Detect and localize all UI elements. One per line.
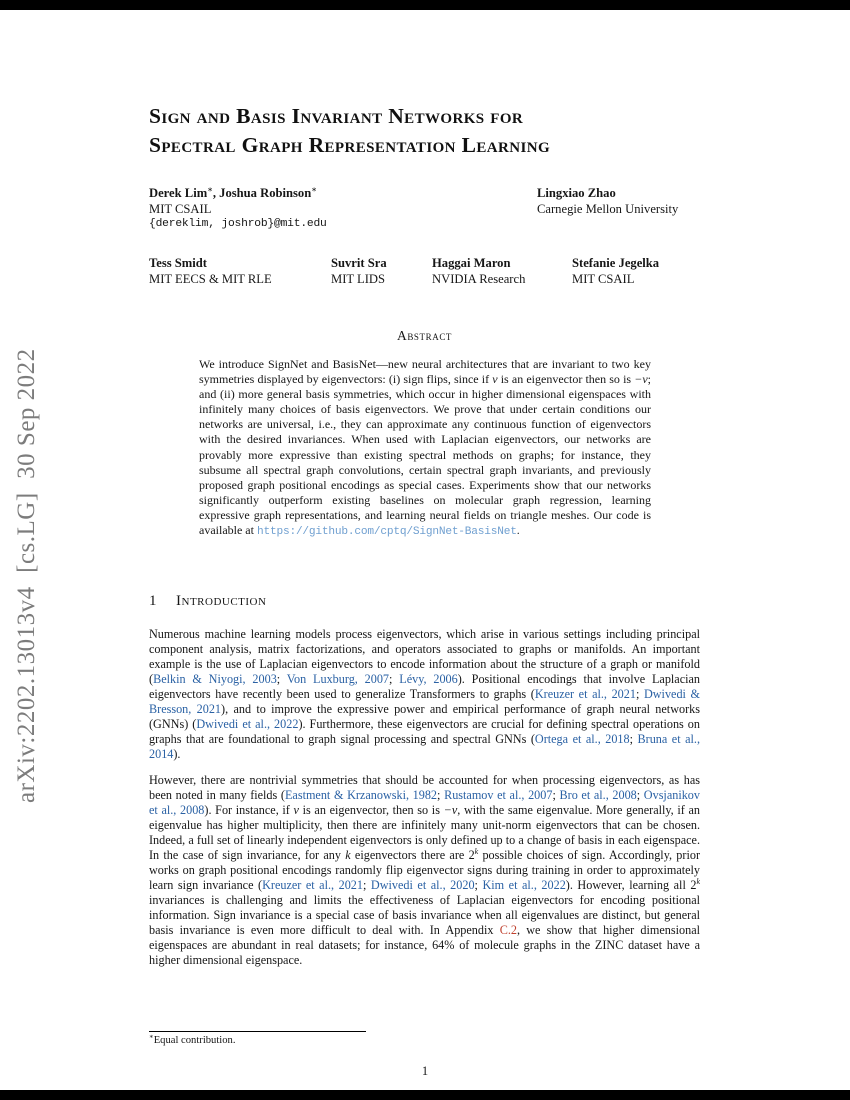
appendix-ref-link[interactable]: C.2 (499, 923, 517, 937)
author-affiliation: MIT LIDS (331, 271, 385, 286)
section-number: 1 (149, 593, 157, 609)
citation-link[interactable]: Dwivedi et al., 2020 (370, 878, 475, 892)
citation-link[interactable]: Kim et al., 2022 (482, 878, 566, 892)
citation-link[interactable]: Dwivedi & Bresson, 2021 (149, 687, 700, 716)
text-run: , with the same eigenvalue. More generally, if an eigenvalue has higher multiplicity, then there are infinitely many unit-norm eigenvectors that can be chosen. Indeed, a full set of linearly independent eigenvectors is only defined up to a change of basis in each eigenspace. In the case of sign invariance, for any (149, 803, 700, 862)
text-run: ; (635, 687, 644, 701)
author-group-jegelka (572, 256, 700, 287)
text-run: is an eigenvector, then so is (298, 803, 444, 817)
author-names: Lingxiao Zhao (537, 186, 616, 200)
text-run: ). For instance, if (204, 803, 294, 817)
top-black-bar (0, 0, 850, 10)
math-var: −v (634, 372, 648, 387)
section-title: Introduction (176, 593, 267, 609)
superscript: ∗ (311, 184, 317, 194)
text-run: possible choices of sign. Accordingly, prior works on graph positional encodings randomly flip eigenvector signs during training in order to approximately learn sign invariance ( (149, 848, 700, 892)
math-var: v (492, 372, 498, 387)
citation-link[interactable]: Kreuzer et al., 2021 (262, 878, 363, 892)
citation-link[interactable]: Eastment & Krzanowski, 1982 (284, 788, 438, 802)
text-run: We introduce SignNet and BasisNet—new neural architectures that are invariant to two key symmetries displayed by eigenvectors: (i) sign flips, since if (199, 357, 651, 387)
text-run: Numerous machine learning models process eigenvectors, which arise in various settings including principal component analysis, matrix factorizations, and operators associated to graphs or manifolds. An important example is the use of Laplacian eigenvectors to encode information about the structure of a graph or manifold ( (149, 627, 700, 686)
text-run: ), and to improve the expressive power and empirical performance of graph neural networks (GNNs) ( (149, 702, 700, 731)
paper-title (149, 102, 709, 159)
text-run: . (516, 523, 520, 538)
author-names: Haggai Maron (432, 256, 511, 270)
abstract-heading: Abstract (396, 328, 453, 343)
author-affiliation: MIT CSAIL (149, 201, 212, 216)
footnote-text (149, 1035, 700, 1046)
citation-link[interactable]: Bro et al., 2008 (559, 788, 637, 802)
text-run: Derek Lim (149, 186, 208, 200)
author-group-smidt (149, 256, 331, 287)
author-affiliation: Carnegie Mellon University (537, 201, 679, 216)
math-var: −v (443, 803, 458, 817)
abstract-text (199, 357, 651, 540)
text-run: ). (173, 747, 181, 761)
text-run: ; (362, 878, 371, 892)
citation-link[interactable]: Belkin & Niyogi, 2003 (153, 672, 277, 686)
citation-link[interactable]: Bruna et al., 2014 (149, 732, 700, 761)
author-names (149, 186, 537, 202)
author-email: {dereklim, joshrob}@mit.edu (149, 218, 327, 231)
author-names: Tess Smidt (149, 256, 207, 270)
text-run: is an eigenvector then so is (497, 372, 635, 387)
math-var: v (293, 803, 299, 817)
superscript: ∗ (207, 184, 213, 194)
text-run: , we show that higher dimensional eigenspaces are abundant in real datasets; for instance, 64% of molecule graphs in the ZINC dataset have a higher dimensional eigenspace. (149, 923, 700, 967)
citation-link[interactable]: Kreuzer et al., 2021 (534, 687, 636, 701)
math-var: k (345, 848, 351, 862)
author-group-maron (432, 256, 572, 287)
text-run: eigenvectors there are (350, 848, 469, 862)
text-run: ). Positional encodings that involve Laplacian eigenvectors have recently been used to generalize Transformers to graphs ( (149, 672, 700, 701)
author-affiliation: MIT EECS & MIT RLE (149, 271, 272, 286)
text-run: 2 (690, 878, 697, 892)
author-block-primary (149, 186, 700, 233)
introduction-body (149, 627, 700, 968)
text-run: ; (552, 788, 560, 802)
superscript: k (696, 876, 700, 886)
paper-title-line-1: Sign and Basis Invariant Networks for (149, 104, 524, 128)
text-run: , Joshua Robinson (212, 186, 312, 200)
text-run: ; (629, 732, 638, 746)
text-run: 2 (468, 848, 475, 862)
text-run: ; (276, 672, 287, 686)
superscript: ∗ (149, 1033, 154, 1041)
arxiv-watermark: arXiv:2202.13013v4 [cs.LG] 30 Sep 2022 (13, 348, 40, 803)
paper-title-line-2: Spectral Graph Representation Learning (149, 132, 551, 157)
section-heading-introduction (149, 593, 266, 610)
author-block-secondary (149, 256, 700, 287)
intro-paragraph-1 (149, 627, 700, 762)
footnote (149, 1031, 700, 1046)
citation-link[interactable]: Von Luxburg, 2007 (286, 672, 390, 686)
author-names: Suvrit Sra (331, 256, 387, 270)
text-run: invariances is challenging and limits the effectiveness of Laplacian eigenvectors for encoding positional information. Sign invariance is a special case of basis invariance when all eigenvalues are distinct, but general basis invariance is even more difficult to deal with. In Appendix (149, 893, 700, 937)
citation-link[interactable]: Rustamov et al., 2007 (444, 788, 553, 802)
author-group-zhao (537, 186, 678, 233)
author-group-sra (331, 256, 432, 287)
citation-link[interactable]: Ortega et al., 2018 (534, 732, 630, 746)
citation-link[interactable]: Ovsjanikov et al., 2008 (149, 788, 700, 817)
citation-link[interactable]: Dwivedi et al., 2022 (196, 717, 299, 731)
intro-paragraph-2 (149, 773, 700, 968)
bottom-black-bar (0, 1090, 850, 1100)
page-number: 1 (421, 1064, 429, 1078)
text-run: ; and (ii) more general basis symmetries, which occur in higher dimensional eigenspaces with infinitely many choices of basis eigenvectors. We prove that under certain conditions our networks are universal, i.e., they can approximate any continuous function of eigenvectors with the desired invariances. When used with Laplacian eigenvectors, our networks are provably more expressive than existing spectral methods on graphs; for instance, they subsume all spectral graph convolutions, certain spectral graph invariants, and previously proposed graph positional encodings as special cases. Experiments show that our networks significantly outperform existing baselines on molecular graph regression, learning expressive graph representations, and learning neural fields on triangle meshes. Our code is available at (199, 372, 652, 538)
author-affiliation: MIT CSAIL (572, 271, 635, 286)
author-group-lim-robinson (149, 186, 537, 233)
author-names: Stefanie Jegelka (572, 256, 660, 270)
footnote-rule (149, 1031, 366, 1032)
text-run: ; (636, 788, 644, 802)
text-run: ; (389, 672, 400, 686)
text-run: ; (437, 788, 445, 802)
text-run: ; (474, 878, 483, 892)
author-affiliation: NVIDIA Research (432, 271, 526, 286)
text-run: However, there are nontrivial symmetries that should be accounted for when processing eigenvectors, as has been noted in many fields ( (149, 773, 700, 802)
text-run: ). However, learning all (565, 878, 691, 892)
text-run: Equal contribution. (153, 1035, 236, 1046)
superscript: k (474, 846, 479, 856)
code-url-link[interactable]: https://github.com/cptq/SignNet-BasisNet (256, 526, 517, 539)
text-run: ). Furthermore, these eigenvectors are crucial for defining spectral operations on graphs that are foundational to graph signal processing and spectral GNNs ( (149, 717, 700, 746)
citation-link[interactable]: Lévy, 2006 (399, 672, 458, 686)
